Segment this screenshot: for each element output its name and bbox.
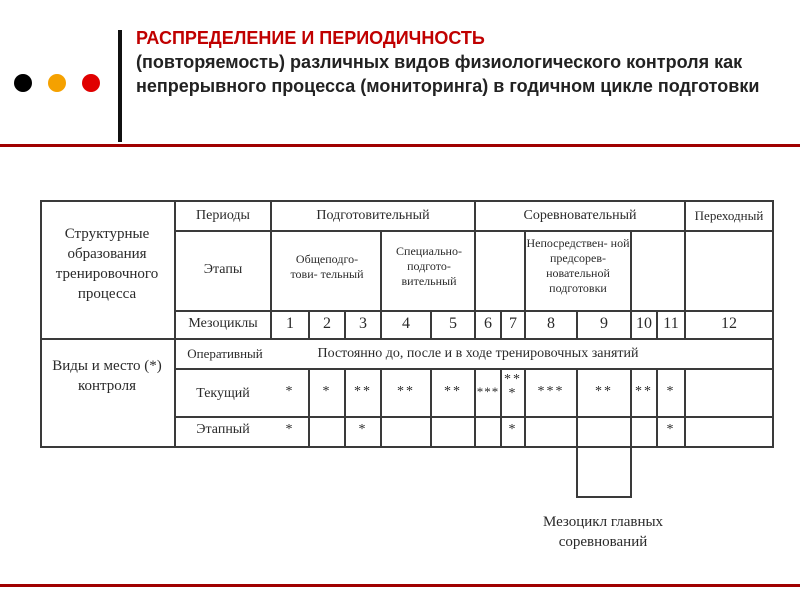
operative-text: Постоянно до, после и в ходе тренировочных занятий bbox=[317, 346, 639, 361]
table-line-body bbox=[474, 368, 476, 448]
current-mark: ** bbox=[595, 384, 613, 399]
table-border-top bbox=[40, 200, 774, 202]
meso-10: 10 bbox=[636, 315, 652, 332]
table-line-body bbox=[308, 368, 310, 448]
stage-mark: * bbox=[666, 422, 676, 437]
table-border-bottom bbox=[40, 446, 774, 448]
control-stage-label: Этапный bbox=[196, 422, 250, 437]
black-dot-icon bbox=[14, 74, 32, 92]
footer-rule bbox=[0, 584, 800, 587]
table-line-body bbox=[380, 368, 382, 448]
table-line-mesocycles bbox=[40, 338, 774, 340]
period-preparatory: Подготовительный bbox=[316, 208, 430, 223]
slide-title bbox=[136, 26, 796, 98]
stages-label: Этапы bbox=[203, 262, 243, 277]
control-operative-label: Оперативный bbox=[187, 346, 263, 361]
slide-dots bbox=[8, 70, 104, 96]
meso-9: 9 bbox=[600, 315, 608, 332]
orange-dot-icon bbox=[48, 74, 66, 92]
meso-8: 8 bbox=[547, 315, 555, 332]
current-mark: *** bbox=[476, 384, 500, 399]
current-mark: * bbox=[666, 384, 676, 399]
meso-11: 11 bbox=[663, 315, 679, 332]
table-line-body bbox=[430, 368, 432, 448]
stage-precompetitive: Непосредствен- ной предсорев- новательной подготовки bbox=[526, 236, 630, 295]
current-mark: ** bbox=[444, 384, 462, 399]
meso-7: 7 bbox=[509, 315, 517, 332]
current-mark: * bbox=[322, 384, 332, 399]
stage-mark: * bbox=[285, 422, 295, 437]
current-mark: ** bbox=[635, 384, 653, 399]
period-transition: Переходный bbox=[694, 208, 764, 223]
mesocycles-label: Мезоциклы bbox=[188, 316, 258, 331]
table-border-right bbox=[772, 200, 774, 448]
title-line1: РАСПРЕДЕЛЕНИЕ И ПЕРИОДИЧНОСТЬ bbox=[136, 28, 485, 48]
red-dot-icon bbox=[82, 74, 100, 92]
meso-5: 5 bbox=[449, 315, 457, 332]
meso-12: 12 bbox=[721, 315, 737, 332]
table-line-body bbox=[684, 368, 686, 448]
stage-general: Общеподго- тови- тельный bbox=[290, 252, 364, 281]
main-competition-box-bottom bbox=[576, 496, 632, 498]
table-line-body bbox=[524, 368, 526, 448]
current-mark: ** bbox=[397, 384, 415, 399]
title-rule bbox=[0, 144, 800, 147]
current-mark: * bbox=[285, 384, 295, 399]
period-competitive: Соревновательный bbox=[523, 208, 637, 223]
meso-2: 2 bbox=[323, 315, 331, 332]
current-mark: ** bbox=[504, 372, 522, 387]
control-current-label: Текущий bbox=[196, 386, 250, 401]
stage-special: Специально- подгото- вительный bbox=[396, 244, 462, 288]
corner-bottom-label: Виды и место (*) контроля bbox=[52, 358, 162, 394]
stage-mark: * bbox=[508, 422, 518, 437]
title-divider bbox=[118, 30, 122, 142]
current-mark: ** bbox=[354, 384, 372, 399]
meso-3: 3 bbox=[359, 315, 367, 332]
title-rest: (повторяемость) различных видов физиологического контроля как непрерывного процесса (мониторинга) в годичном цикле подготовки bbox=[136, 52, 760, 96]
periods-label: Периоды bbox=[196, 208, 250, 223]
current-mark-7-bottom: * bbox=[508, 386, 518, 401]
meso-1: 1 bbox=[286, 315, 294, 332]
control-table bbox=[0, 150, 800, 582]
meso-4: 4 bbox=[402, 315, 410, 332]
meso-6: 6 bbox=[484, 315, 492, 332]
corner-top-label: Структурные образования тренировочного процесса bbox=[55, 226, 159, 302]
current-mark: *** bbox=[537, 384, 565, 399]
stage-mark: * bbox=[358, 422, 368, 437]
main-competitions-label: Мезоцикл главных соревнований bbox=[542, 514, 664, 550]
